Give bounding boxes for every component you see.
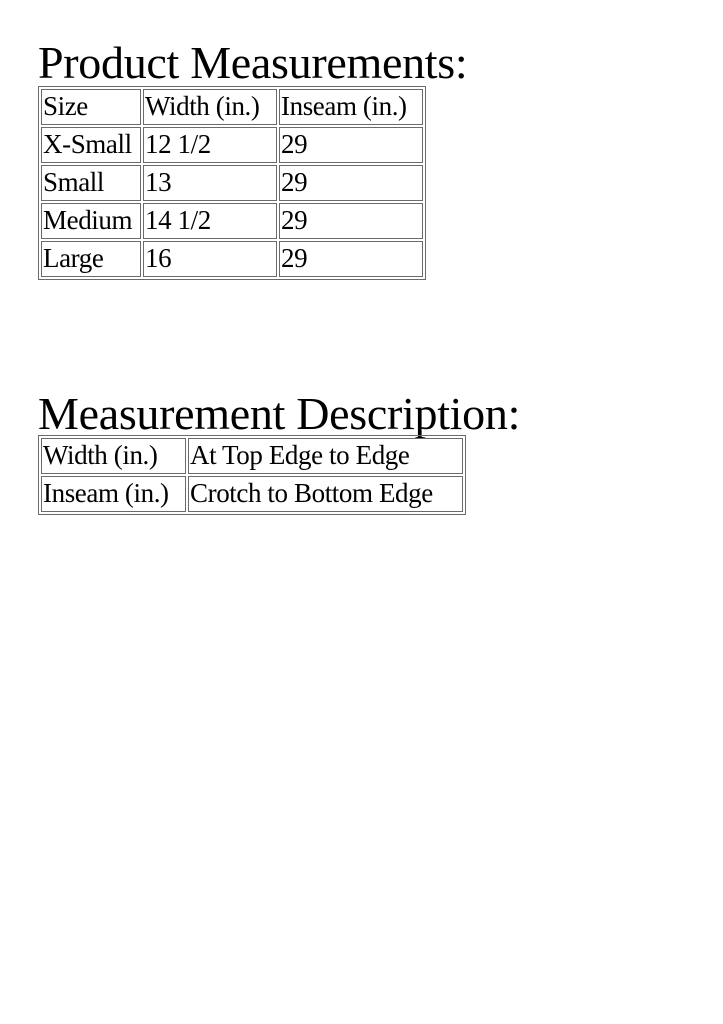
table-header-row bbox=[41, 89, 423, 125]
inseam-cell: 29 bbox=[279, 203, 423, 239]
header-cell-inseam: Inseam (in.) bbox=[279, 89, 423, 125]
measurement-term-cell: Width (in.) bbox=[41, 438, 186, 474]
size-cell: Medium bbox=[41, 203, 141, 239]
table-row bbox=[41, 127, 423, 163]
width-cell: 16 bbox=[143, 241, 277, 277]
table-row bbox=[41, 203, 423, 239]
size-cell: X-Small bbox=[41, 127, 141, 163]
size-cell: Small bbox=[41, 165, 141, 201]
measurement-definition-cell: At Top Edge to Edge bbox=[188, 438, 463, 474]
table-row bbox=[41, 165, 423, 201]
width-cell: 12 1/2 bbox=[143, 127, 277, 163]
table-row bbox=[41, 241, 423, 277]
width-cell: 14 1/2 bbox=[143, 203, 277, 239]
measurement-definition-cell: Crotch to Bottom Edge bbox=[188, 476, 463, 512]
inseam-cell: 29 bbox=[279, 127, 423, 163]
table-row bbox=[41, 476, 463, 512]
description-title: Measurement Description: bbox=[38, 388, 521, 439]
inseam-cell: 29 bbox=[279, 165, 423, 201]
header-cell-width: Width (in.) bbox=[143, 89, 277, 125]
measurements-title: Product Measurements: bbox=[38, 37, 468, 88]
size-cell: Large bbox=[41, 241, 141, 277]
width-cell: 13 bbox=[143, 165, 277, 201]
measurement-term-cell: Inseam (in.) bbox=[41, 476, 186, 512]
measurements-table bbox=[38, 86, 426, 280]
table-row bbox=[41, 438, 463, 474]
description-table bbox=[38, 435, 466, 515]
inseam-cell: 29 bbox=[279, 241, 423, 277]
header-cell-size: Size bbox=[41, 89, 141, 125]
